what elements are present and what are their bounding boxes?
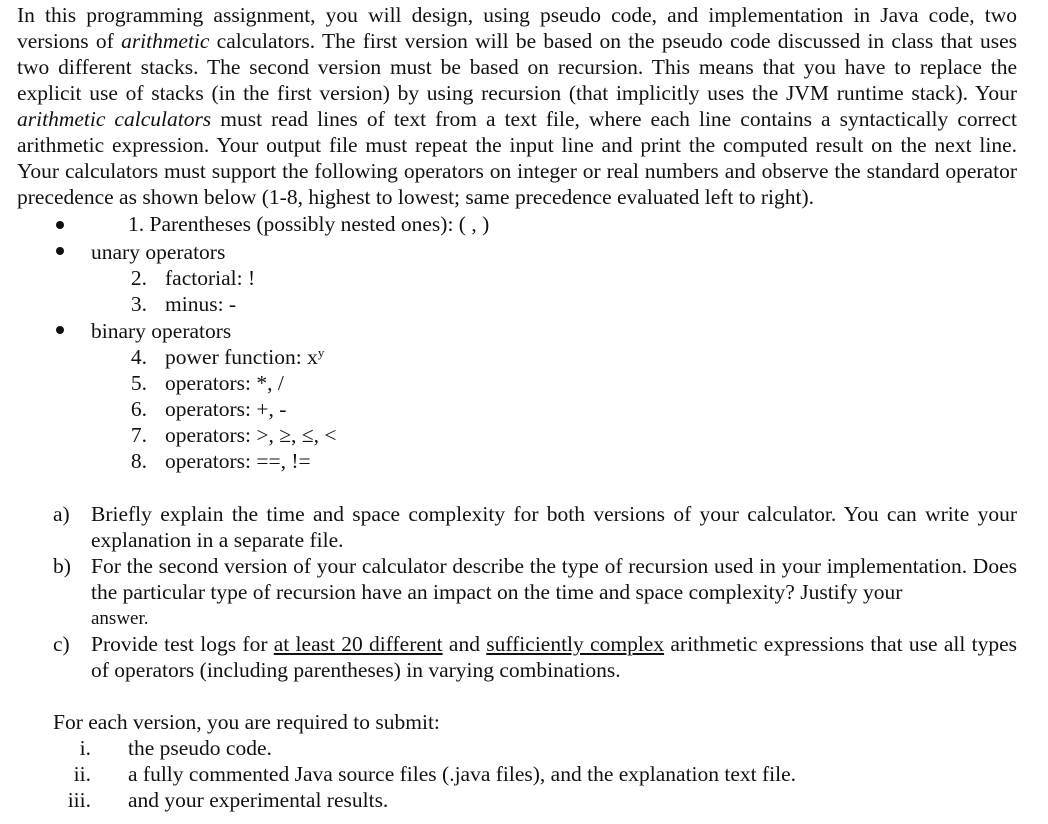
intro-emphasis-calculators: arithmetic calculators [17, 107, 212, 131]
submission-heading: For each version, you are required to submit: [53, 710, 440, 734]
bullet-icon [56, 247, 64, 255]
question-a-text: Briefly explain the time and space complexity for both versions of your calculator. You can write your explanation in a separate file. [91, 502, 1017, 552]
intro-text-1: In this programming assignment, you will design, using pseudo code, and implementation in Java code, two versions of [17, 3, 1017, 53]
question-a-label: a) [53, 502, 70, 526]
binary-item-5-num: 5. [130, 371, 147, 395]
question-c-post: arithmetic expressions that use all types of operators (including parentheses) in varying combinations. [91, 632, 1018, 682]
submission-item-iii-text: and your experimental results. [128, 788, 389, 812]
bullet-icon [56, 221, 64, 229]
question-c-pre: Provide test logs for [91, 632, 274, 656]
submission-item-i-num: i. [79, 736, 91, 760]
precedence-item-1: 1. Parentheses (possibly nested ones): ( , ) [128, 212, 490, 236]
submission-item-ii-text: a fully commented Java source files (.java files), and the explanation text file. [128, 762, 797, 786]
question-b-label: b) [53, 554, 71, 578]
submission-item-i-text: the pseudo code. [128, 736, 272, 760]
underlined-at-least-20: at least 20 different [273, 632, 443, 656]
unary-item-2-num: 2. [130, 266, 147, 290]
binary-item-4-text [165, 344, 324, 370]
unary-item-2-text: factorial: ! [165, 266, 256, 290]
power-function-label: power function: x [165, 345, 318, 369]
question-c-label: c) [53, 632, 70, 656]
question-b-tail: answer. [91, 608, 149, 629]
binary-heading: binary operators [91, 319, 232, 343]
binary-item-6-text: operators: +, - [165, 397, 287, 421]
intro-text-3: must read lines of text from a text file, where each line contains a syntactically correct arithmetic expression. Your output file must repeat the input line and print the computed result on the next line. Your calculators must support the following operators on integer or real numbers and observe the standard operator precedence as shown below (1-8, highest to lowest; same precedence evaluated left to right). [17, 107, 1017, 209]
question-b-text: For the second version of your calculator describe the type of recursion used in your implementation. Does the particular type of recursion have an impact on the time and space complexity? Justify your [91, 554, 1017, 604]
binary-item-8-num: 8. [130, 449, 147, 473]
binary-item-7-text: operators: >, ≥, ≤, < [165, 423, 337, 447]
unary-item-3-num: 3. [130, 292, 147, 316]
question-c-mid: and [442, 632, 487, 656]
intro-emphasis-arithmetic: arithmetic [121, 29, 210, 53]
binary-item-7-num: 7. [130, 423, 147, 447]
bullet-icon [56, 326, 64, 334]
intro-text-2: calculators. The first version will be based on the pseudo code discussed in class that uses two different stacks. The second version must be based on recursion. This means that you have to replace the explicit use of stacks (in the first version) by using recursion (that implicitly uses the JVM runtime stack). Your [17, 29, 1017, 105]
binary-item-8-text: operators: ==, != [165, 449, 311, 473]
submission-item-iii-num: iii. [67, 788, 91, 812]
unary-heading: unary operators [91, 240, 226, 264]
binary-item-6-num: 6. [130, 397, 147, 421]
question-c-text [91, 631, 1017, 683]
submission-item-ii-num: ii. [73, 762, 91, 786]
underlined-sufficiently-complex: sufficiently complex [486, 632, 665, 656]
binary-item-5-text: operators: *, / [165, 371, 284, 395]
binary-item-4-num: 4. [130, 345, 147, 369]
unary-item-3-text: minus: - [165, 292, 237, 316]
power-exponent: y [317, 345, 325, 360]
intro-paragraph [17, 2, 1017, 210]
